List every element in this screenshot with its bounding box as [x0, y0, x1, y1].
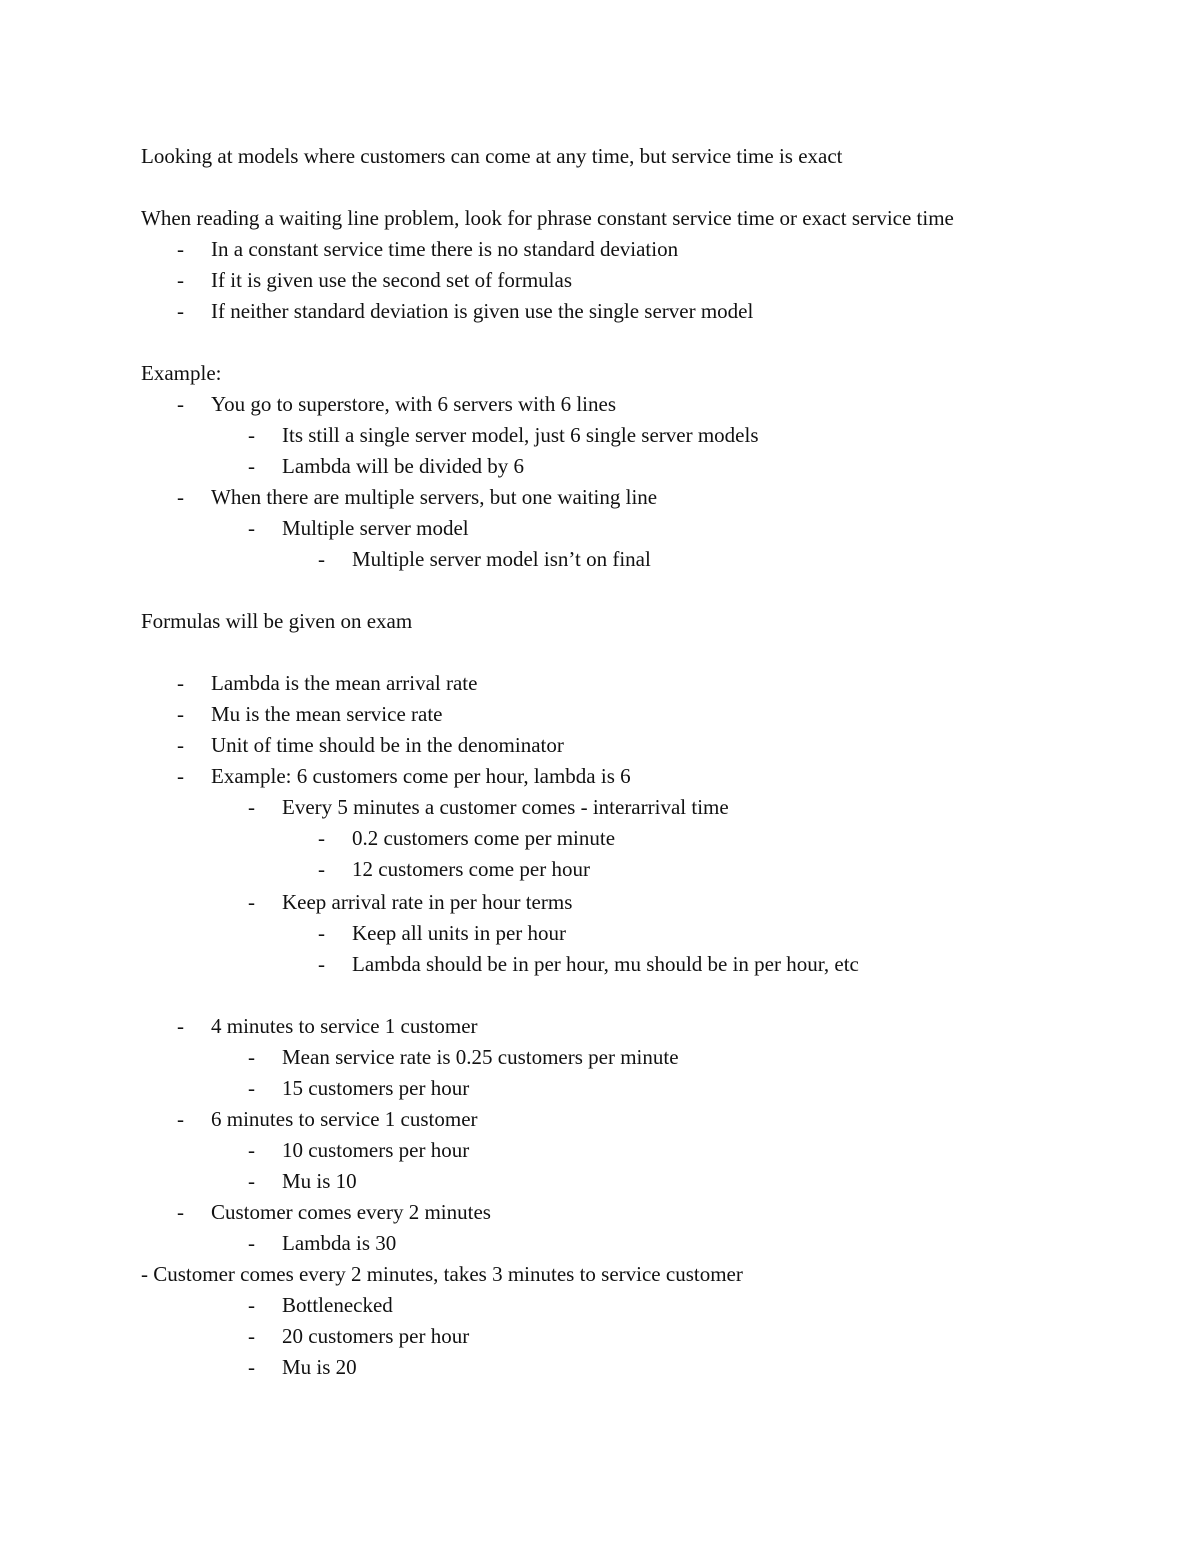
list-item: 15 customers per hour: [282, 1076, 470, 1100]
bullet-dash: -: [177, 1014, 184, 1038]
bullet-dash: -: [318, 547, 325, 571]
list-item: 10 customers per hour: [282, 1138, 470, 1162]
bullet-dash: -: [248, 516, 255, 540]
list-item: - Customer comes every 2 minutes, takes 3 minutes to service customer: [141, 1262, 743, 1286]
bullet-dash: -: [177, 702, 184, 726]
list-item: 4 minutes to service 1 customer: [211, 1014, 478, 1038]
bullet-dash: -: [318, 857, 325, 881]
bullet-dash: -: [248, 1138, 255, 1162]
bullet-dash: -: [318, 826, 325, 850]
bullet-dash: -: [177, 299, 184, 323]
bullet-dash: -: [177, 392, 184, 416]
bullet-dash: -: [318, 921, 325, 945]
list-item: 20 customers per hour: [282, 1324, 470, 1348]
example-heading: Example:: [141, 361, 222, 385]
list-item: Multiple server model: [282, 516, 469, 540]
list-item: If it is given use the second set of formulas: [211, 268, 572, 292]
list-item: You go to superstore, with 6 servers with 6 lines: [211, 392, 617, 416]
list-item: 6 minutes to service 1 customer: [211, 1107, 478, 1131]
bullet-dash: -: [318, 952, 325, 976]
list-item: Lambda will be divided by 6: [282, 454, 525, 478]
list-item: Multiple server model isn’t on final: [352, 547, 651, 571]
list-item: When there are multiple servers, but one waiting line: [211, 485, 658, 509]
list-item: Mu is the mean service rate: [211, 702, 443, 726]
bullet-dash: -: [177, 764, 184, 788]
bullet-dash: -: [177, 268, 184, 292]
bullet-dash: -: [177, 733, 184, 757]
list-item: Mu is 20: [282, 1355, 357, 1379]
bullet-dash: -: [248, 1231, 255, 1255]
list-item: Mu is 10: [282, 1169, 357, 1193]
intro-paragraph: Looking at models where customers can come at any time, but service time is exact: [141, 144, 843, 168]
bullet-dash: -: [177, 1200, 184, 1224]
bullet-dash: -: [177, 671, 184, 695]
list-item: Mean service rate is 0.25 customers per minute: [282, 1045, 679, 1069]
list-item: Unit of time should be in the denominator: [211, 733, 564, 757]
list-item: Every 5 minutes a customer comes - interarrival time: [282, 795, 729, 819]
bullet-dash: -: [248, 423, 255, 447]
reading-tip-paragraph: When reading a waiting line problem, look for phrase constant service time or exact service time: [141, 206, 954, 230]
bullet-dash: -: [248, 1355, 255, 1379]
bullet-dash: -: [177, 1107, 184, 1131]
list-item: Bottlenecked: [282, 1293, 393, 1317]
list-item: If neither standard deviation is given use the single server model: [211, 299, 754, 323]
list-item: Example: 6 customers come per hour, lambda is 6: [211, 764, 631, 788]
list-item: 0.2 customers come per minute: [352, 826, 616, 850]
list-item: Keep arrival rate in per hour terms: [282, 890, 573, 914]
bullet-dash: -: [248, 454, 255, 478]
bullet-dash: -: [248, 890, 255, 914]
bullet-dash: -: [248, 1169, 255, 1193]
list-item: Its still a single server model, just 6 single server models: [282, 423, 759, 447]
list-item: Customer comes every 2 minutes: [211, 1200, 491, 1224]
list-item: Keep all units in per hour: [352, 921, 567, 945]
list-item: Lambda is 30: [282, 1231, 397, 1255]
list-item: 12 customers come per hour: [352, 857, 590, 881]
bullet-dash: -: [248, 1045, 255, 1069]
formulas-heading: Formulas will be given on exam: [141, 609, 413, 633]
list-item: In a constant service time there is no standard deviation: [211, 237, 679, 261]
bullet-dash: -: [248, 795, 255, 819]
list-item: Lambda is the mean arrival rate: [211, 671, 478, 695]
list-item: Lambda should be in per hour, mu should be in per hour, etc: [352, 952, 859, 976]
bullet-dash: -: [177, 485, 184, 509]
bullet-dash: -: [248, 1293, 255, 1317]
bullet-dash: -: [177, 237, 184, 261]
bullet-dash: -: [248, 1076, 255, 1100]
bullet-dash: -: [248, 1324, 255, 1348]
